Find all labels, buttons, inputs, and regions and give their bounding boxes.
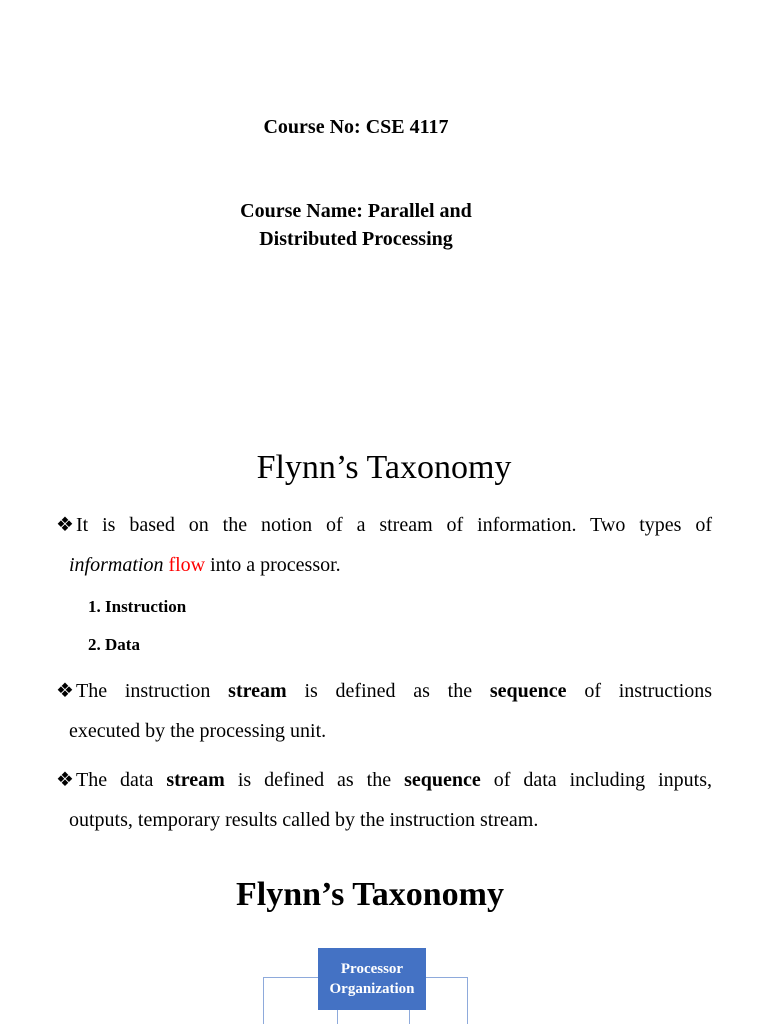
course-number: Course No: CSE 4117 [263, 116, 449, 138]
list-item-data: 2. Data [88, 635, 140, 654]
connector-line [337, 1010, 338, 1024]
course-name-line1: Course Name: Parallel and [240, 200, 472, 222]
connector-line [409, 1010, 410, 1024]
paragraph-line: ❖ The data stream is defined as the sequence of data including inputs, [56, 760, 712, 800]
slide-title: Flynn’s Taxonomy [256, 449, 512, 486]
box-label-line2: Organization [329, 981, 415, 997]
highlighted-word: flow [168, 554, 206, 576]
slide-title: Flynn’s Taxonomy [236, 876, 504, 913]
paragraph-line: information flow into a processor. [69, 554, 341, 576]
list-item-instruction: 1. Instruction [88, 597, 187, 616]
paragraph-data-stream [56, 760, 712, 840]
connector-line [467, 977, 468, 1024]
connector-line [426, 977, 467, 978]
course-name-line2: Distributed Processing [259, 228, 453, 250]
course-name [0, 197, 712, 253]
paragraph-line: outputs, temporary results called by the instruction stream. [69, 809, 539, 831]
connector-line [263, 977, 318, 978]
diamond-bullet-icon: ❖ [56, 680, 74, 702]
diamond-bullet-icon: ❖ [56, 514, 74, 536]
diamond-bullet-icon: ❖ [56, 769, 74, 791]
paragraph-line: ❖ The instruction stream is defined as the sequence of instructions [56, 671, 712, 711]
box-label-line1: Processor [340, 961, 404, 977]
paragraph-information-stream [56, 505, 712, 585]
paragraph-instruction-stream [56, 671, 712, 751]
paragraph-line: executed by the processing unit. [69, 720, 327, 742]
processor-organization-box [318, 948, 426, 1010]
connector-line [263, 977, 264, 1024]
paragraph-line: ❖ It is based on the notion of a stream of information. Two types of [56, 505, 712, 545]
